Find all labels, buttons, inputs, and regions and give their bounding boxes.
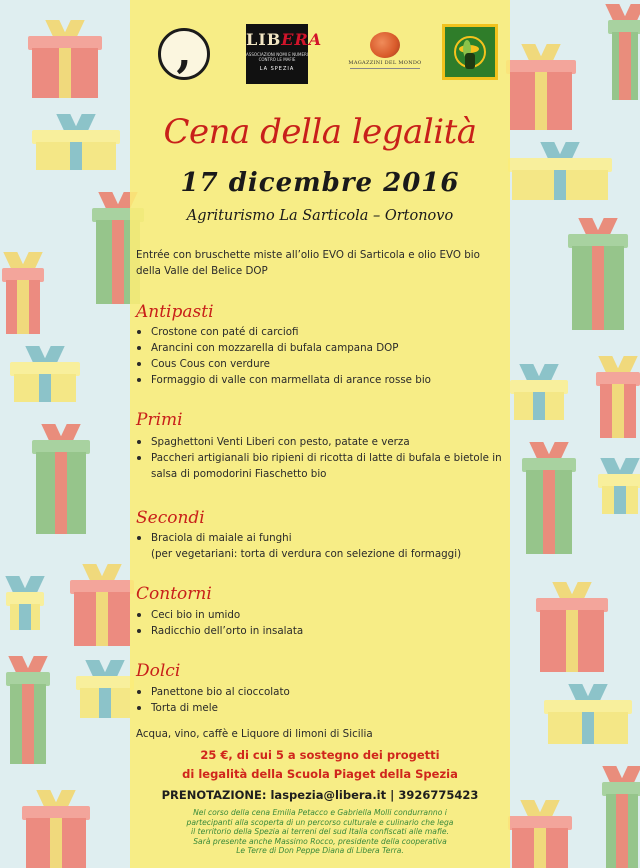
section-title-contorni: Contorni — [136, 584, 212, 604]
libera-logo-name: LIBERA — [246, 30, 323, 49]
gift-decoration — [572, 234, 624, 330]
gift-decoration — [548, 700, 628, 744]
comma-logo-glyph: , — [176, 27, 192, 78]
gift-decoration — [36, 440, 86, 534]
olive-oil-logo — [442, 24, 498, 80]
gift-decoration — [514, 380, 564, 420]
list-item: Radicchio dell’orto in insalata — [134, 623, 504, 639]
list-item: Crostone con paté di carciofi — [134, 324, 504, 340]
gift-decoration — [26, 806, 86, 868]
price-line-2: di legalità della Scuola Piaget della Spezia — [182, 767, 458, 781]
list-item: Arancini con mozzarella di bufala campana DOP — [134, 340, 504, 356]
gift-decoration — [74, 580, 130, 646]
section-title-primi: Primi — [136, 410, 183, 430]
gift-decoration — [602, 474, 638, 514]
event-note — [152, 808, 488, 856]
section-title-dolci: Dolci — [136, 661, 181, 681]
list-item: Braciola di maiale ai funghi (per vegetariani: torta di verdura con selezione di formaggi) — [134, 530, 504, 562]
gift-decoration — [32, 36, 98, 98]
contorni-list — [134, 607, 504, 639]
list-item: Panettone bio al cioccolato — [134, 684, 504, 700]
note-line: il territorio della Spezia ai terreni del sud Italia confiscati alle mafie. — [191, 827, 449, 837]
gift-decoration — [512, 816, 568, 868]
list-item: Paccheri artigianali bio ripieni di ricotta di latte di bufala e bietole in salsa di pomodorini Fiaschetto bio — [134, 450, 504, 482]
gift-decoration — [512, 158, 608, 200]
list-item: Cous Cous con verdure — [134, 356, 504, 372]
gift-decoration — [612, 20, 638, 100]
comma-logo — [158, 28, 210, 80]
list-item: Ceci bio in umido — [134, 607, 504, 623]
gift-decoration — [14, 362, 76, 402]
gift-decoration — [540, 598, 604, 672]
sponsor-logos — [150, 24, 496, 86]
gift-decoration — [606, 782, 638, 868]
list-item: Torta di mele — [134, 700, 504, 716]
gift-decoration — [36, 130, 116, 170]
note-line: Nel corso della cena Emilia Petacco e Gabriella Molli condurranno i — [193, 808, 447, 817]
gift-decoration — [6, 268, 40, 334]
gift-decoration — [510, 60, 572, 130]
magazzini-logo — [342, 24, 428, 84]
primi-list — [134, 434, 504, 482]
dolci-list — [134, 684, 504, 716]
gift-decoration — [10, 672, 46, 764]
event-title: Cena della legalità — [163, 112, 477, 152]
libera-logo — [246, 24, 323, 84]
secondi-list — [134, 530, 504, 562]
gift-decoration — [600, 372, 636, 438]
section-title-antipasti: Antipasti — [136, 302, 214, 322]
section-title-secondi: Secondi — [136, 508, 205, 528]
libera-logo-city: LA SPEZIA — [259, 66, 295, 72]
note-line: Sarà presente anche Massimo Rocco, presidente della cooperativa — [193, 836, 447, 846]
entree-text: Entrée con bruschette miste all’olio EVO di Sarticola e olio EVO bio della Valle del Belice DOP — [136, 249, 480, 277]
libera-logo-tagline: ASSOCIAZIONI NOMI E NUMERI CONTRO LE MAFIE — [246, 52, 308, 62]
drinks-text: Acqua, vino, caffè e Liquore di limoni di Sicilia — [136, 728, 373, 740]
magazzini-logo-name: MAGAZZINI DEL MONDO — [348, 60, 422, 66]
list-item: Formaggio di valle con marmellata di arance rosse bio — [134, 372, 504, 388]
note-line: partecipanti alla scoperta di un percorso culturale e culinario che lega — [186, 817, 454, 827]
price-line-1: 25 €, di cui 5 a sostegno dei progetti — [200, 748, 440, 762]
gift-decoration — [10, 592, 40, 630]
magazzini-logo-mark — [370, 32, 400, 58]
booking-contact: PRENOTAZIONE: laspezia@libera.it | 3926775423 — [161, 788, 479, 802]
flyer-panel — [130, 0, 510, 868]
magazzini-logo-rule — [350, 68, 420, 69]
note-line: Le Terre di Don Peppe Diana di Libera Terra. — [236, 846, 404, 856]
list-item: Spaghettoni Venti Liberi con pesto, patate e verza — [134, 434, 504, 450]
gift-decoration — [80, 676, 130, 718]
antipasti-list — [134, 324, 504, 388]
event-venue: Agriturismo La Sarticola – Ortonovo — [186, 208, 454, 224]
gift-decoration — [526, 458, 572, 554]
event-date: 17 dicembre 2016 — [180, 168, 460, 198]
